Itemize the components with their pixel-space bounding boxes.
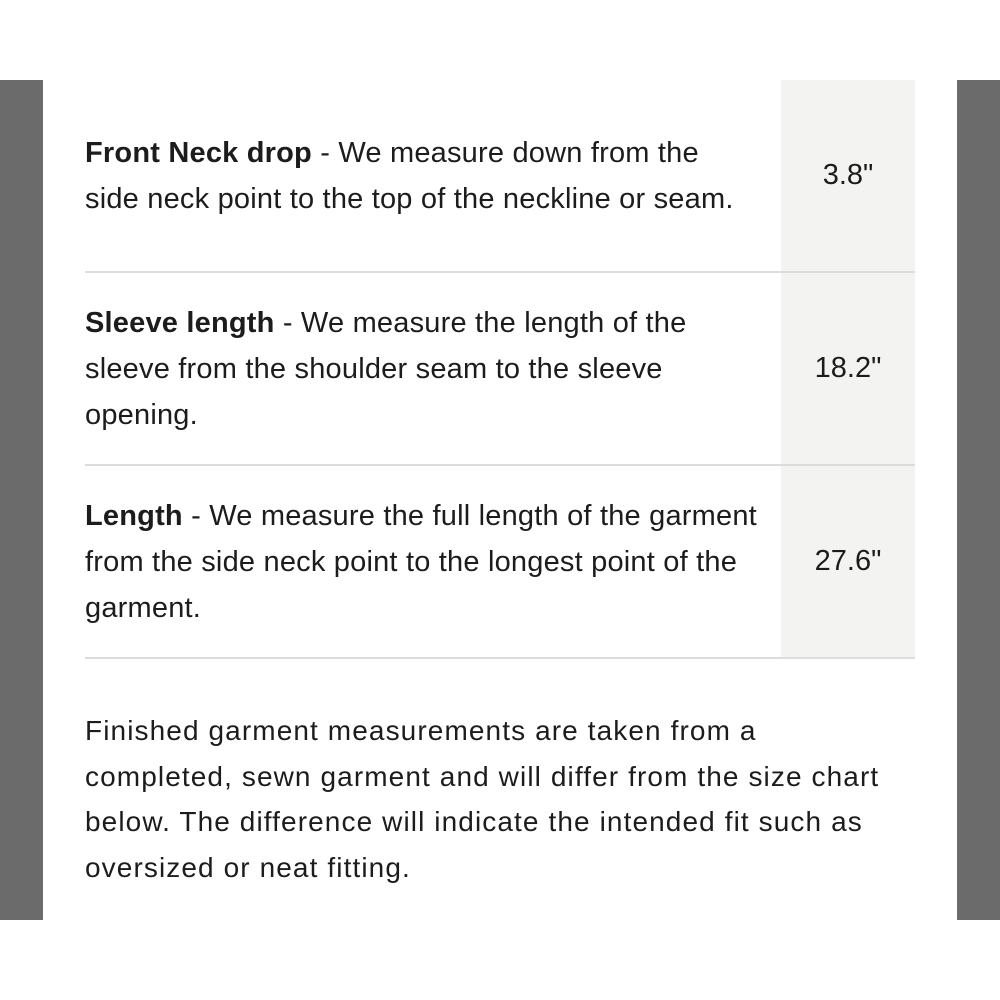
- measurement-table: [85, 80, 915, 659]
- measurement-text: - We measure the length of the sleeve from the shoulder seam to the sleeve opening.: [85, 306, 687, 431]
- table-row-length: [85, 466, 915, 659]
- measurement-description: [85, 273, 781, 464]
- measurement-description: [85, 466, 781, 657]
- measurement-text: - We measure down from the side neck point to the top of the neckline or seam.: [85, 136, 734, 215]
- measurement-label: Sleeve length: [85, 306, 275, 339]
- measurement-value: 18.2": [781, 273, 915, 464]
- table-row-front-neck-drop: [85, 80, 915, 273]
- table-row-sleeve-length: [85, 273, 915, 466]
- measurement-value: 27.6": [781, 466, 915, 657]
- measurement-panel: [43, 80, 957, 920]
- fit-note: Finished garment measurements are taken from a completed, sewn garment and will differ from the size chart below. The difference will indicate the intended fit such as oversized or neat fitting.: [85, 715, 880, 883]
- measurement-label: Length: [85, 499, 183, 532]
- measurement-label: Front Neck drop: [85, 136, 312, 169]
- measurement-text: - We measure the full length of the garment from the side neck point to the longest point of the garment.: [85, 499, 757, 624]
- left-gray-border: [0, 80, 43, 920]
- measurement-description: [85, 80, 781, 271]
- measurement-value: 3.8": [781, 80, 915, 271]
- right-gray-border: [957, 80, 1000, 920]
